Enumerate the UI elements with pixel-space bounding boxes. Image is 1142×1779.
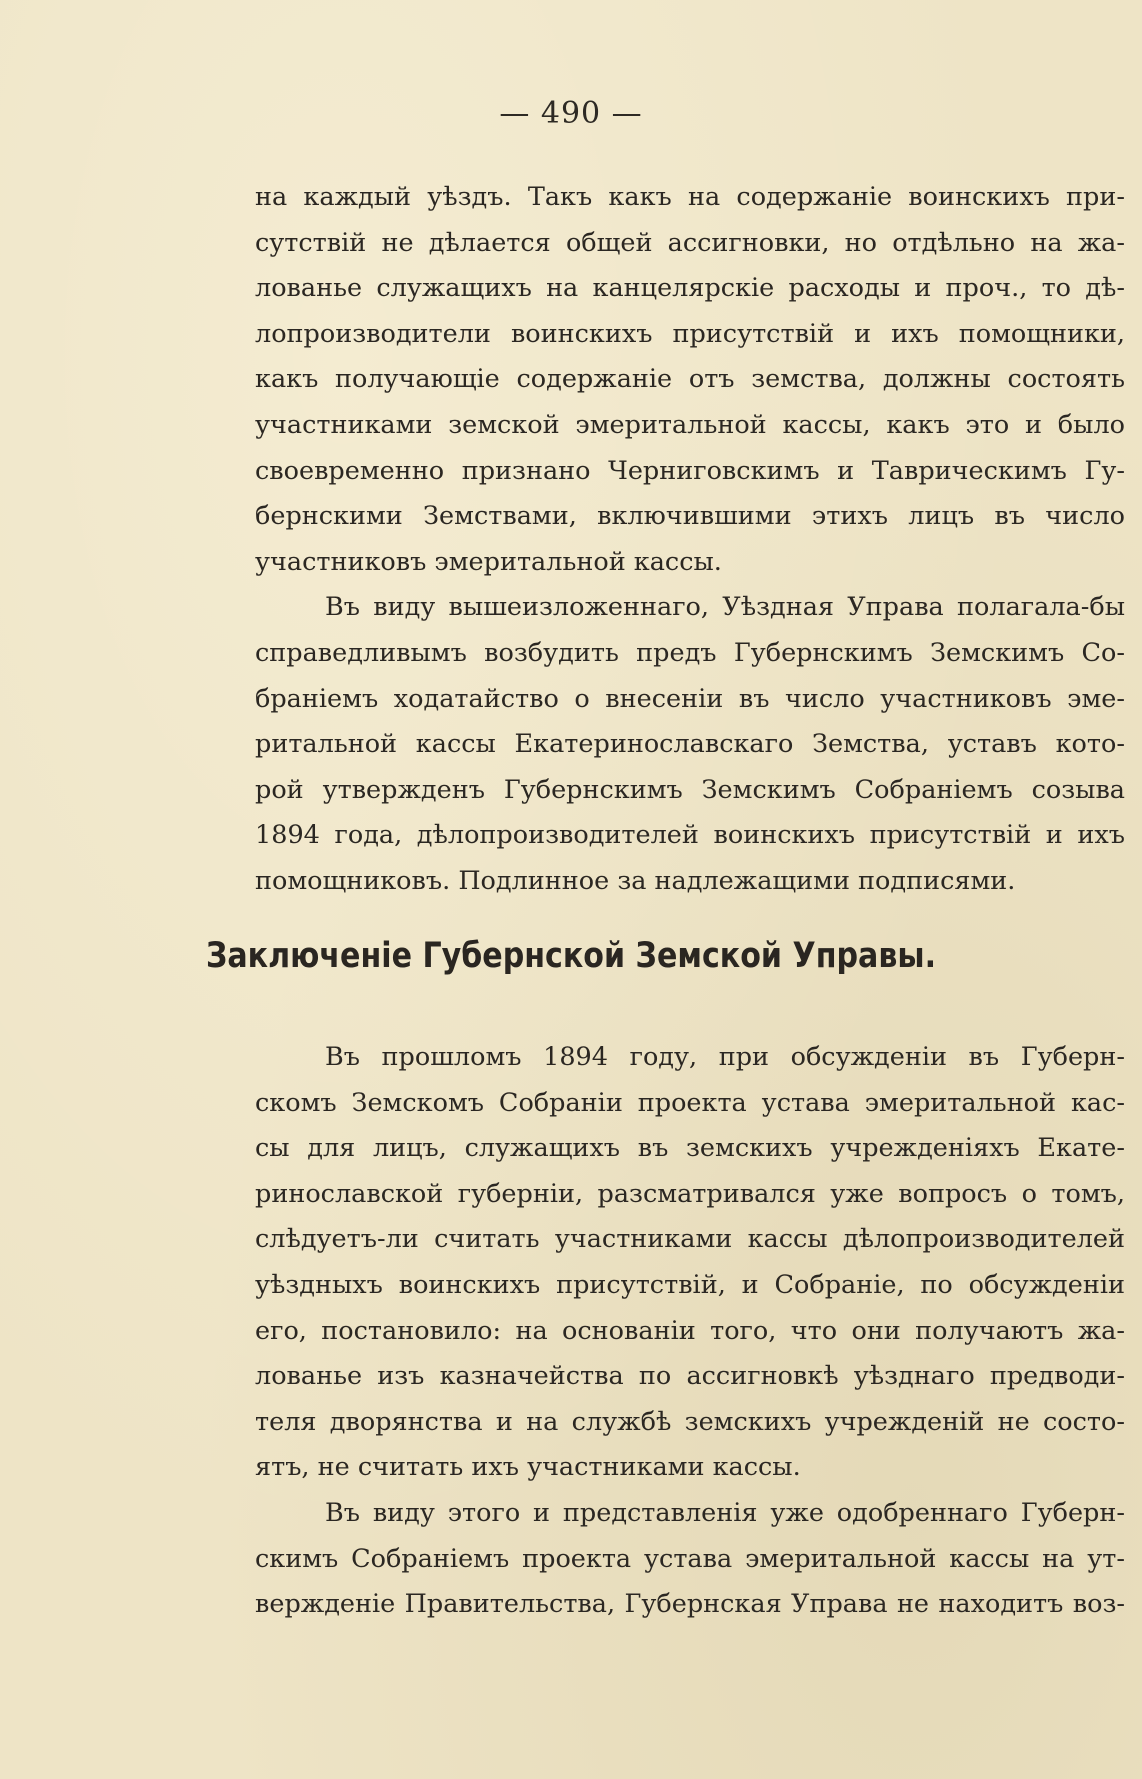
paragraph-3-line: Въ прошломъ 1894 году, при обсужденіи въ Губерн-: [325, 1042, 1125, 1072]
paragraph-1-line: своевременно признано Черниговскимъ и Таврическимъ Гу-: [255, 455, 1125, 486]
paragraph-1-line: участниками земской эмеритальной кассы, какъ это и было: [255, 409, 1125, 440]
paragraph-1-line: участниковъ эмеритальной кассы.: [255, 546, 722, 577]
paragraph-1-line: на каждый уѣздъ. Такъ какъ на содержаніе воинскихъ при-: [255, 182, 1125, 212]
section-heading: Заключеніе Губернской Земской Управы.: [205, 936, 937, 976]
paragraph-2-line: Въ виду вышеизложеннаго, Уѣздная Управа полагала-бы: [325, 592, 1125, 623]
paragraph-3-line: ятъ, не считать ихъ участниками кассы.: [255, 1452, 801, 1483]
paragraph-2-line: 1894 года, дѣлопроизводителей воинскихъ присутствій и ихъ: [255, 820, 1125, 851]
paragraph-4-line: скимъ Собраніемъ проекта устава эмеритальной кассы на ут-: [255, 1543, 1125, 1574]
paragraph-2-line: помощниковъ. Подлинное за надлежащими подписями.: [255, 865, 1016, 896]
text-block-lower: [255, 1035, 1125, 1628]
paragraph-3-line: уѣздныхъ воинскихъ присутствій, и Собраніе, по обсужденіи: [255, 1269, 1125, 1300]
paragraph-3-line: слѣдуетъ-ли считать участниками кассы дѣлопроизводителей: [255, 1224, 1125, 1255]
paragraph-3-line: лованье изъ казначейства по ассигновкѣ уѣзднаго предводи-: [255, 1361, 1125, 1392]
paragraph-1-line: лованье служащихъ на канцелярскіе расходы и проч., то дѣ-: [255, 273, 1125, 304]
paragraph-3-line: сы для лицъ, служащихъ въ земскихъ учрежденіяхъ Екате-: [255, 1133, 1125, 1164]
paragraph-2-line: справедливымъ возбудить предъ Губернскимъ Земскимъ Со-: [255, 637, 1125, 668]
paragraph-4-line: вержденіе Правительства, Губернская Управа не находитъ воз-: [255, 1589, 1125, 1620]
paragraph-2-line: рой утвержденъ Губернскимъ Земскимъ Собраніемъ созыва: [255, 774, 1125, 805]
page-number: — 490 —: [499, 96, 643, 131]
paragraph-1-line: лопроизводители воинскихъ присутствій и ихъ помощники,: [255, 318, 1125, 349]
paragraph-1-line: сутствій не дѣлается общей ассигновки, но отдѣльно на жа-: [255, 227, 1125, 258]
paragraph-2-line: ритальной кассы Екатеринославскаго Земства, уставъ кото-: [255, 729, 1125, 760]
paragraph-3-line: скомъ Земскомъ Собраніи проекта устава эмеритальной кас-: [255, 1087, 1125, 1118]
paragraph-4-line: Въ виду этого и представленія уже одобреннаго Губерн-: [325, 1497, 1125, 1528]
paragraph-2-line: браніемъ ходатайство о внесеніи въ число участниковъ эме-: [255, 683, 1125, 714]
paragraph-1-line: какъ получающіе содержаніе отъ земства, должны состоять: [255, 364, 1125, 395]
paragraph-3-line: теля дворянства и на службѣ земскихъ учрежденій не состо-: [255, 1406, 1125, 1437]
text-block-upper: [255, 175, 1125, 905]
paragraph-3-line: его, постановило: на основаніи того, что они получаютъ жа-: [255, 1315, 1125, 1346]
paragraph-3-line: ринославской губерніи, разсматривался уже вопросъ о томъ,: [255, 1178, 1125, 1209]
paragraph-1-line: бернскими Земствами, включившими этихъ лицъ въ число: [255, 501, 1125, 532]
